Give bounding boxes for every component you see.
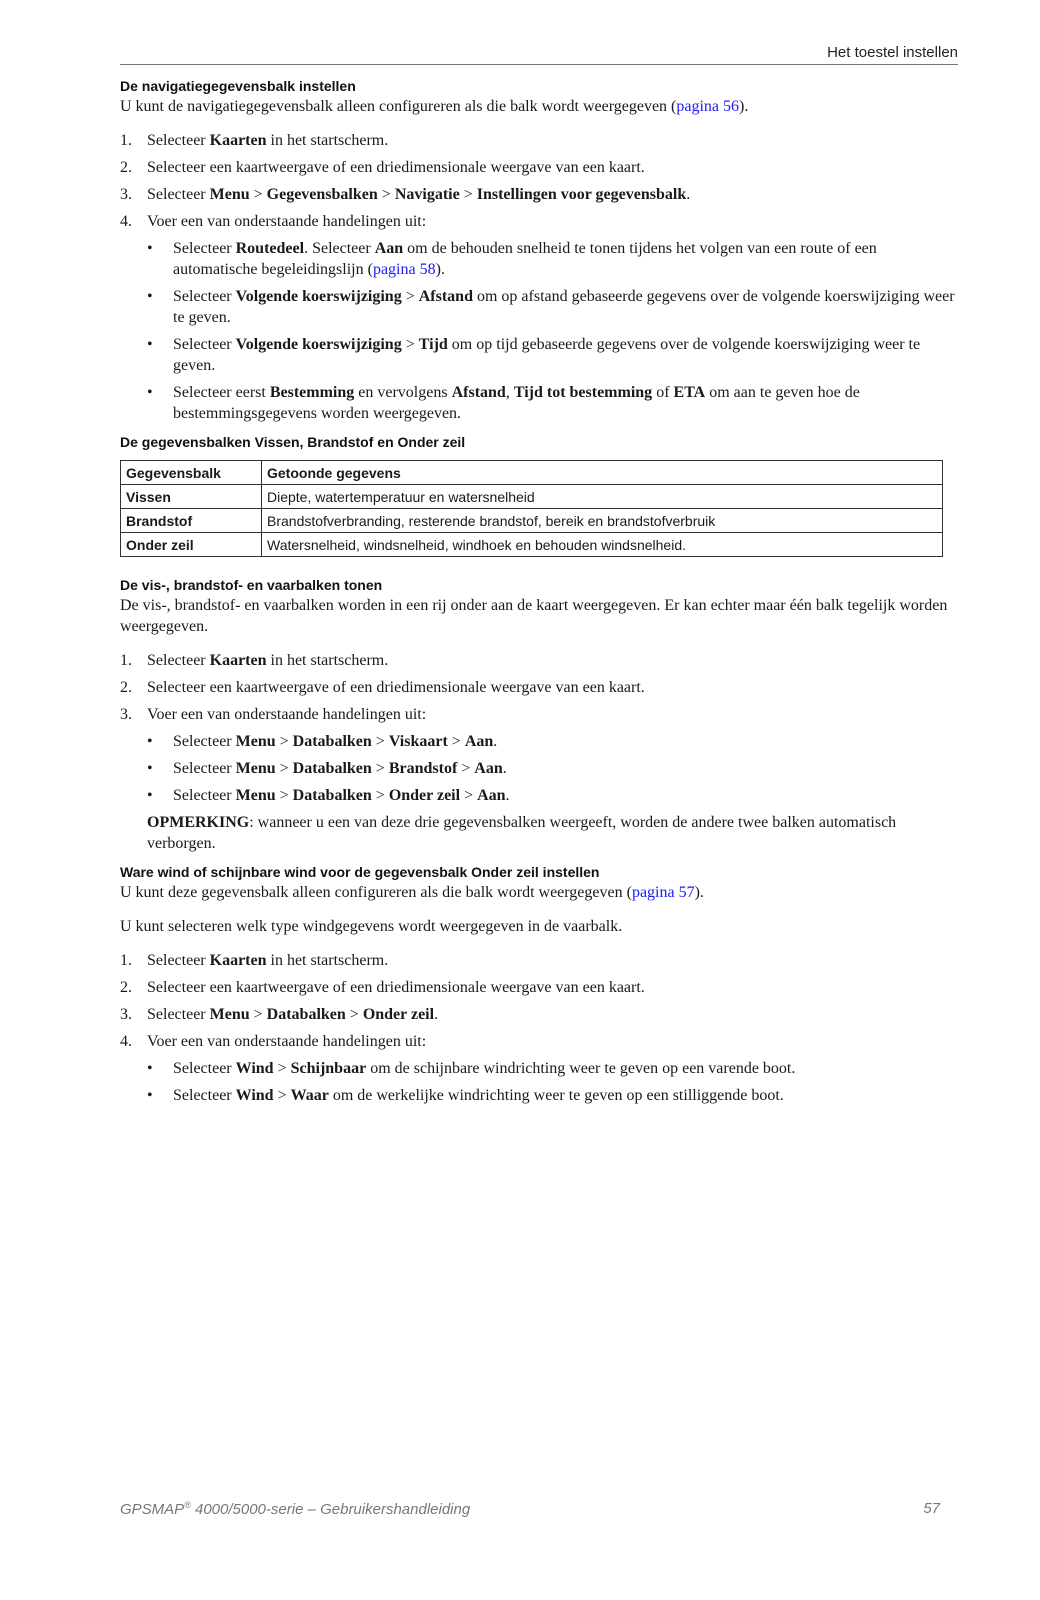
list-item: • Selecteer Volgende koerswijziging > Afstand om op afstand gebaseerde gegevens over de volgende koerswijziging weer te geven.: [147, 288, 955, 326]
section-heading: De vis-, brandstof- en vaarbalken tonen: [120, 577, 383, 593]
table-cell: Brandstof: [121, 509, 262, 533]
list-item: • Selecteer Wind > Waar om de werkelijke windrichting weer te geven op een stilliggende boot.: [147, 1087, 784, 1104]
list-item: 2. Selecteer een kaartweergave of een driedimensionale weergave van een kaart.: [120, 159, 645, 176]
page-header-title: Het toestel instellen: [827, 44, 958, 61]
table-cell: Watersnelheid, windsnelheid, windhoek en behouden windsnelheid.: [262, 533, 943, 557]
data-table: [120, 460, 943, 557]
section-intro: De vis-, brandstof- en vaarbalken worden in een rij onder aan de kaart weergegeven. Er kan echter maar één balk tegelijk worden weergegeven.: [120, 597, 948, 635]
table-cell: Brandstofverbranding, resterende brandstof, bereik en brandstofverbruik: [262, 509, 943, 533]
header-rule: [120, 64, 958, 65]
steps-list: [120, 950, 958, 1106]
list-item: 3. Voer een van onderstaande handelingen uit: • Selecteer Menu > Databalken > Viskaart > Aan. • Selecteer Menu > Databalken > Brandstof > Aan. • Selecteer Menu > Databalken > Onder zeil > Aan.: [120, 704, 958, 806]
bullet-list: [147, 238, 958, 424]
list-item: • Selecteer Menu > Databalken > Brandstof > Aan.: [147, 760, 507, 777]
table-cell: Onder zeil: [121, 533, 262, 557]
manual-title: GPSMAP® 4000/5000-serie – Gebruikershandleiding: [120, 1500, 471, 1518]
table-header: Getoonde gegevens: [262, 461, 943, 485]
table-row: [121, 509, 943, 533]
list-item: 4. Voer een van onderstaande handelingen uit: • Selecteer Routedeel. Selecteer Aan om de behouden snelheid te tonen tijdens het volgen van een route of een automatische begeleidingslijn (pagina 58). • Selecteer Volgende koerswijziging > Afstand om op afstand gebaseerde gegevens over de volgende koerswijziging weer te geven. • Selecteer Volgende koerswijziging > Tijd om op tijd gebaseerde gegevens over de volgende koerswijziging weer te geven. • Selecteer eerst Bestemming en vervolgens Afstand, Tijd tot bestemming of ETA om aan te geven hoe de bestemmingsgegevens worden weergegeven.: [120, 211, 958, 424]
document-body: [120, 76, 958, 1112]
list-item: 1. Selecteer Kaarten in het startscherm.: [120, 652, 389, 669]
list-item: 1. Selecteer Kaarten in het startscherm.: [120, 952, 389, 969]
list-item: 4. Voer een van onderstaande handelingen uit: • Selecteer Wind > Schijnbaar om de schijnbare windrichting weer te geven op een varende boot. • Selecteer Wind > Waar om de werkelijke windrichting weer te geven op een stilliggende boot.: [120, 1031, 958, 1106]
bullet-list: [147, 1058, 958, 1106]
section-intro-2: U kunt selecteren welk type windgegevens wordt weergegeven in de vaarbalk.: [120, 918, 623, 935]
table-header-row: [121, 461, 943, 485]
page-link[interactable]: pagina 58: [372, 261, 436, 278]
list-item: • Selecteer Volgende koerswijziging > Tijd om op tijd gebaseerde gegevens over de volgende koerswijziging weer te geven.: [147, 336, 921, 374]
table-cell: Vissen: [121, 485, 262, 509]
section-intro: U kunt deze gegevensbalk alleen configureren als die balk wordt weergegeven (pagina 57).: [120, 884, 704, 901]
list-item: 1. Selecteer Kaarten in het startscherm.: [120, 132, 389, 149]
section-heading: De navigatiegegevensbalk instellen: [120, 78, 356, 94]
list-item: 2. Selecteer een kaartweergave of een driedimensionale weergave van een kaart.: [120, 979, 645, 996]
steps-list: [120, 130, 958, 424]
page-link[interactable]: pagina 56: [676, 98, 740, 115]
list-item: 3. Selecteer Menu > Gegevensbalken > Navigatie > Instellingen voor gegevensbalk.: [120, 186, 691, 203]
list-item: • Selecteer Routedeel. Selecteer Aan om de behouden snelheid te tonen tijdens het volgen van een route of een automatische begeleidingslijn (pagina 58).: [147, 240, 877, 278]
section-intro: U kunt de navigatiegegevensbalk alleen configureren als die balk wordt weergegeven (pagina 56).: [120, 98, 749, 115]
table-row: [121, 533, 943, 557]
list-item: • Selecteer Wind > Schijnbaar om de schijnbare windrichting weer te geven op een varende boot.: [147, 1060, 796, 1077]
note: OPMERKING: wanneer u een van deze drie gegevensbalken weergeeft, worden de andere twee balken automatisch verborgen.: [147, 814, 897, 852]
bullet-list: [147, 731, 958, 806]
page-number: 57: [923, 1500, 940, 1517]
table-cell: Diepte, watertemperatuur en watersnelheid: [262, 485, 943, 509]
section-heading: Ware wind of schijnbare wind voor de gegevensbalk Onder zeil instellen: [120, 864, 600, 880]
list-item: • Selecteer eerst Bestemming en vervolgens Afstand, Tijd tot bestemming of ETA om aan te geven hoe de bestemmingsgegevens worden weergegeven.: [147, 384, 860, 422]
table-row: [121, 485, 943, 509]
list-item: 3. Selecteer Menu > Databalken > Onder zeil.: [120, 1006, 439, 1023]
list-item: • Selecteer Menu > Databalken > Viskaart > Aan.: [147, 733, 498, 750]
page-link[interactable]: pagina 57: [631, 884, 695, 901]
list-item: 2. Selecteer een kaartweergave of een driedimensionale weergave van een kaart.: [120, 679, 645, 696]
list-item: • Selecteer Menu > Databalken > Onder zeil > Aan.: [147, 787, 510, 804]
section-heading: De gegevensbalken Vissen, Brandstof en Onder zeil: [120, 434, 466, 450]
page-footer: [120, 1500, 958, 1518]
steps-list: [120, 650, 958, 806]
table-header: Gegevensbalk: [121, 461, 262, 485]
